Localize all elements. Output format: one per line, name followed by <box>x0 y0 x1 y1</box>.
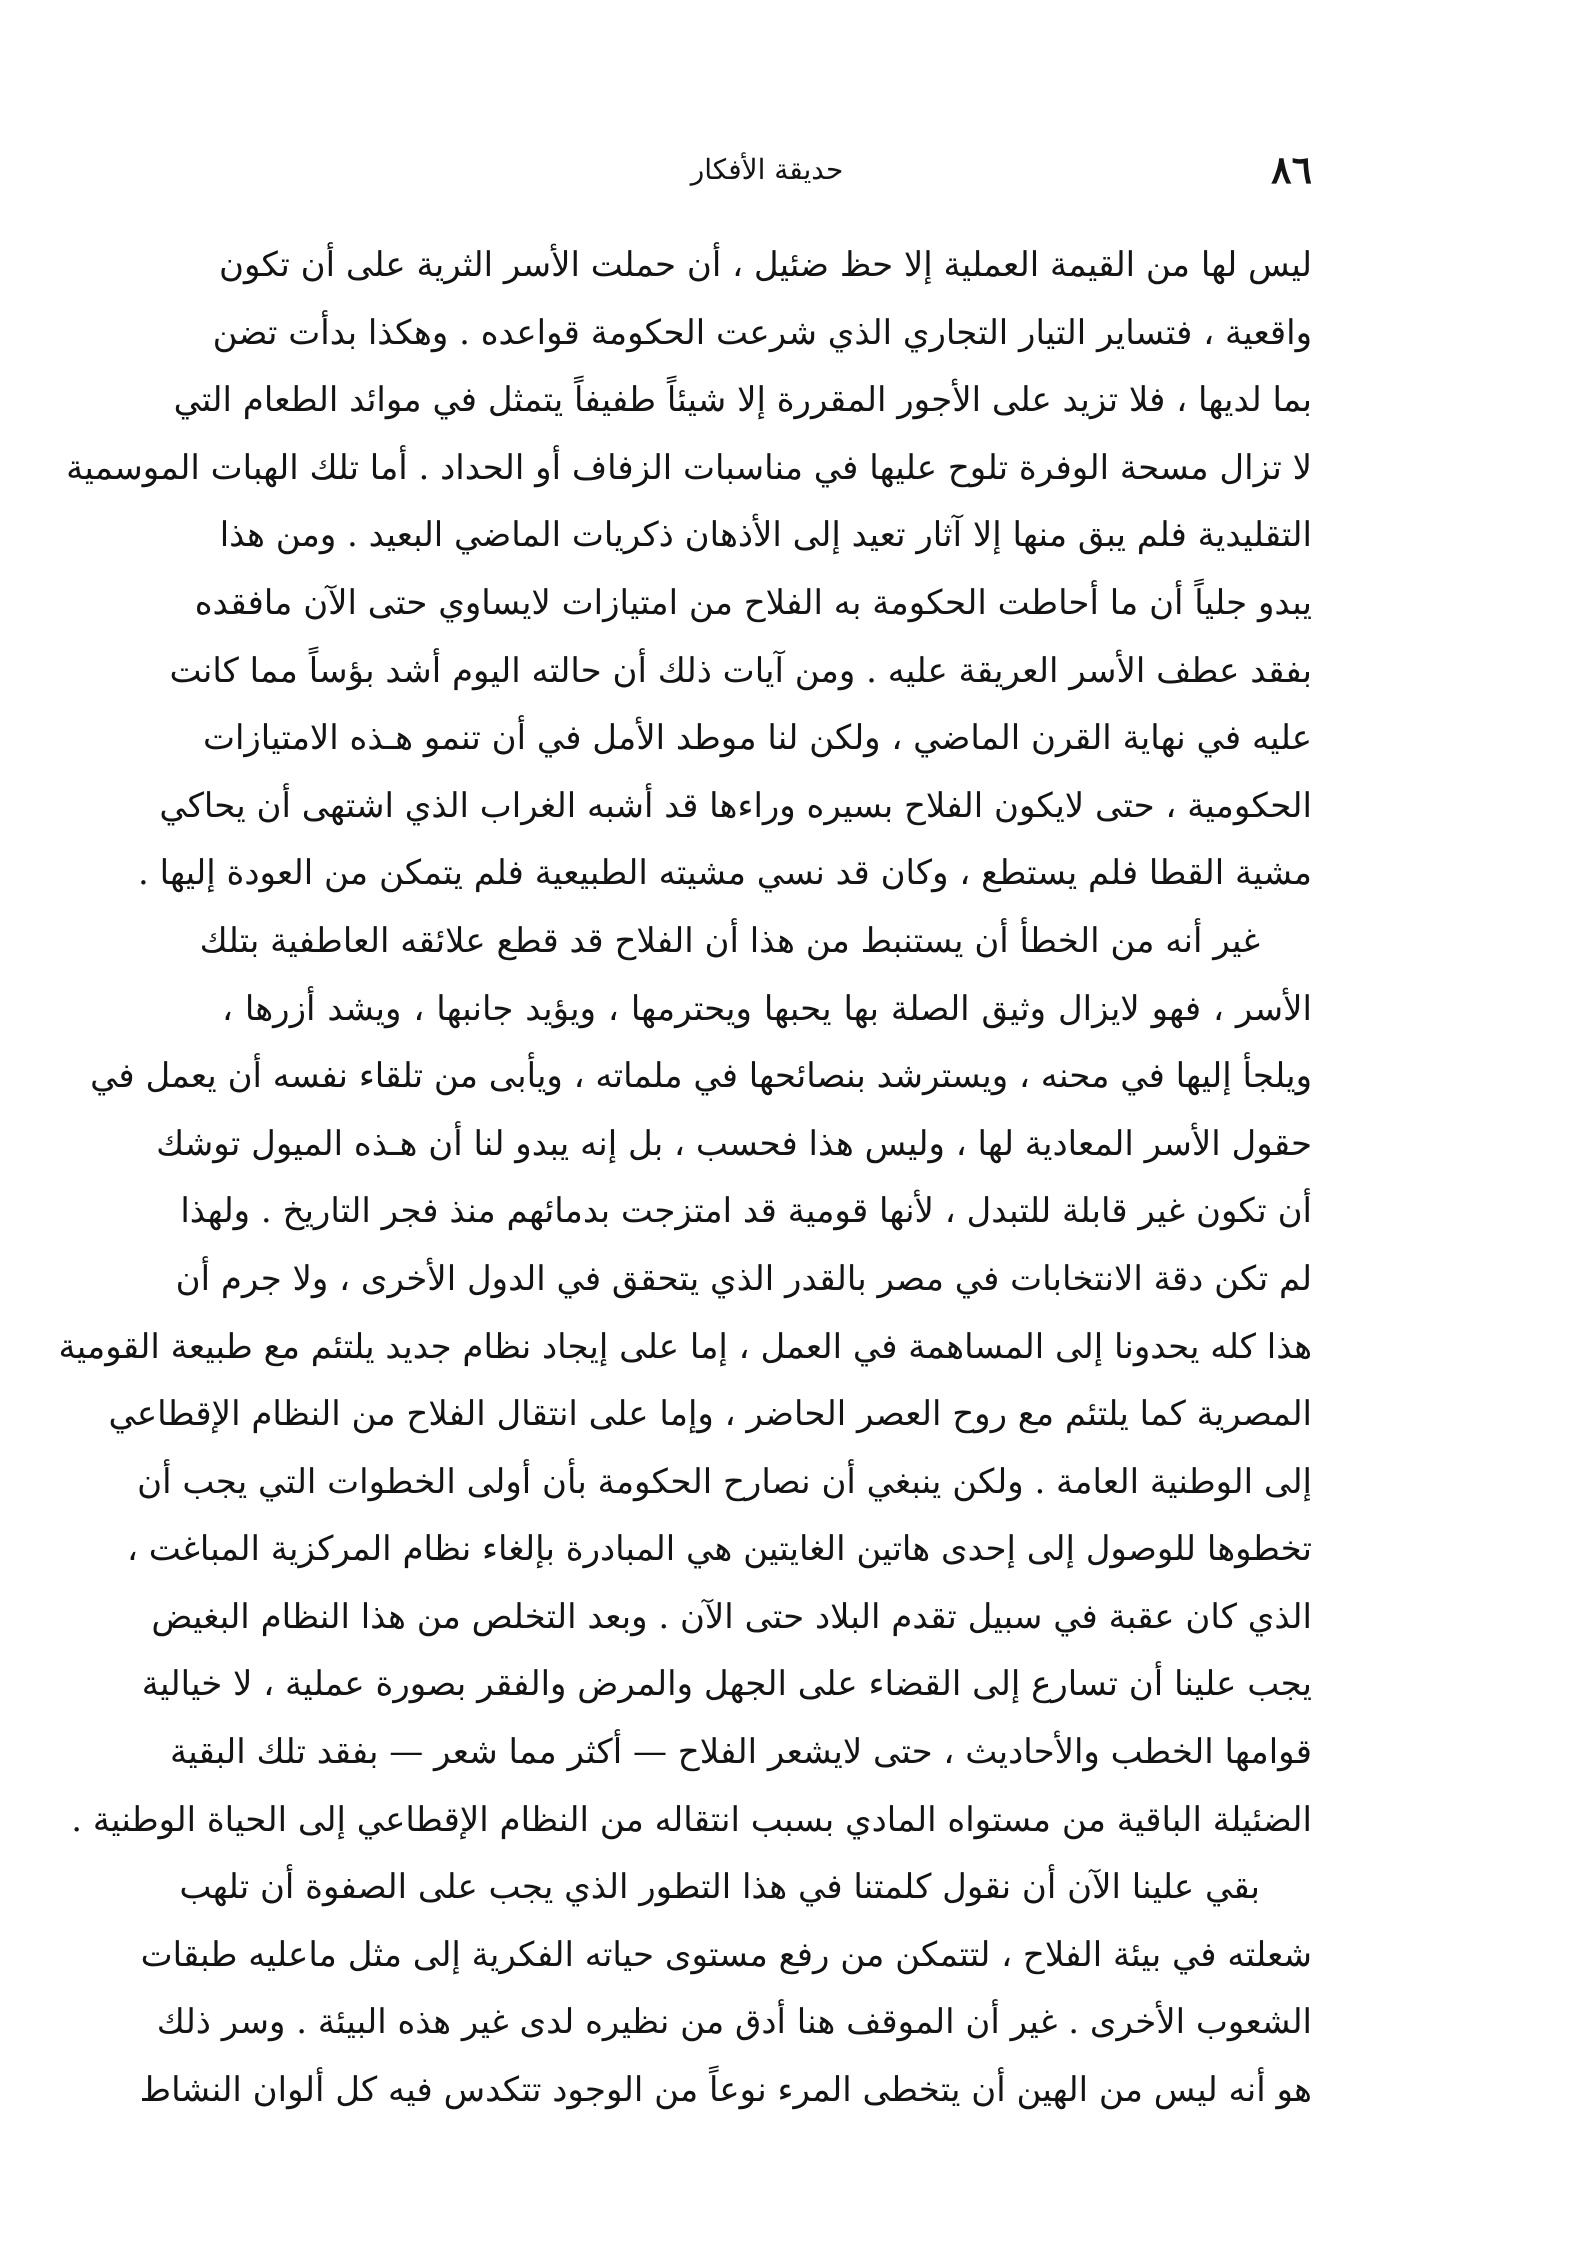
text-line: عليه في نهاية القرن الماضي ، ولكن لنا موطد الأمل في أن تنمو هـذه الامتيازات <box>202 718 1312 759</box>
text-line: مشية القطا فلم يستطع ، وكان قد نسي مشيته الطبيعية فلم يتمكن من العودة إليها . <box>137 853 1312 894</box>
text-line: لم تكن دقة الانتخابات في مصر بالقدر الذي يتحقق في الدول الأخرى ، ولا جرم أن <box>175 1258 1312 1299</box>
page-header <box>222 140 1312 200</box>
text-line: حقول الأسر المعادية لها ، وليس هذا فحسب ، بل إنه يبدو لنا أن هـذه الميول توشك <box>156 1123 1312 1164</box>
text-line: تخطوها للوصول إلى إحدى هاتين الغايتين هي المبادرة بإلغاء نظام المركزية المباغت ، <box>126 1529 1312 1570</box>
text-line: بقي علينا الآن أن نقول كلمتنا في هذا التطور الذي يجب على الصفوة أن تلهب <box>179 1867 1260 1908</box>
text-line: قوامها الخطب والأحاديث ، حتى لايشعر الفلاح — أكثر مما شعر — بفقد تلك البقية <box>169 1732 1312 1773</box>
paragraph-2 <box>58 908 1312 1854</box>
text-line: الذي كان عقبة في سبيل تقدم البلاد حتى الآن . وبعد التخلص من هذا النظام البغيض <box>151 1596 1312 1637</box>
running-title: حديقة الأفكار <box>690 153 844 186</box>
text-line: المصرية كما يلتئم مع روح العصر الحاضر ، وإما على انتقال الفلاح من النظام الإقطاعي <box>108 1394 1312 1435</box>
text-line: لا تزال مسحة الوفرة تلوح عليها في مناسبات الزفاف أو الحداد . أما تلك الهبات الموسمية <box>66 447 1312 488</box>
text-line: يبدو جلياً أن ما أحاطت الحكومة به الفلاح من امتيازات لايساوي حتى الآن مافقده <box>194 582 1312 623</box>
page-number: ٨٦ <box>1271 147 1312 192</box>
text-line: بفقد عطف الأسر العريقة عليه . ومن آيات ذلك أن حالته اليوم أشد بؤساً مما كانت <box>169 650 1312 691</box>
paragraph-3 <box>139 1854 1312 2124</box>
text-line: الحكومية ، حتى لايكون الفلاح بسيره وراءها قد أشبه الغراب الذي اشتهى أن يحاكي <box>159 785 1312 826</box>
text-line: أن تكون غير قابلة للتبدل ، لأنها قومية قد امتزجت بدمائهم منذ فجر التاريخ . ولهذا <box>180 1191 1312 1232</box>
text-line: إلى الوطنية العامة . ولكن ينبغي أن نصارح الحكومة بأن أولى الخطوات التي يجب أن <box>137 1461 1312 1502</box>
text-line: هو أنه ليس من الهين أن يتخطى المرء نوعاً من الوجود تتكدس فيه كل ألوان النشاط <box>139 2070 1312 2111</box>
text-line: الضئيلة الباقية من مستواه المادي بسبب انتقاله من النظام الإقطاعي إلى الحياة الوطنية . <box>71 1799 1312 1840</box>
text-line: الشعوب الأخرى . غير أن الموقف هنا أدق من نظيره لدى غير هذه البيئة . وسر ذلك <box>156 2002 1312 2043</box>
text-line: واقعية ، فتساير التيار التجاري الذي شرعت الحكومة قواعده . وهكذا بدأت تضن <box>212 312 1312 353</box>
text-line: شعلته في بيئة الفلاح ، لتتمكن من رفع مستوى حياته الفكرية إلى مثل ماعليه طبقات <box>140 1934 1312 1975</box>
text-line: هذا كله يحدونا إلى المساهمة في العمل ، إما على إيجاد نظام جديد يلتئم مع طبيعة القومية <box>58 1326 1312 1367</box>
text-line: بما لديها ، فلا تزيد على الأجور المقررة إلا شيئاً طفيفاً يتمثل في موائد الطعام التي <box>173 380 1312 421</box>
text-line: ليس لها من القيمة العملية إلا حظ ضئيل ، أن حملت الأسر الثرية على أن تكون <box>219 245 1312 285</box>
text-line: يجب علينا أن تسارع إلى القضاء على الجهل والمرض والفقر بصورة عملية ، لا خيالية <box>141 1664 1312 1705</box>
body-text <box>58 232 1312 2125</box>
text-line: الأسر ، فهو لايزال وثيق الصلة بها يحبها ويحترمها ، ويؤيد جانبها ، ويشد أزرها ، <box>222 988 1312 1029</box>
text-line: ويلجأ إليها في محنه ، ويسترشد بنصائحها في ملماته ، ويأبى من تلقاء نفسه أن يعمل في <box>90 1056 1312 1097</box>
paragraph-1 <box>66 232 1312 908</box>
text-line: غير أنه من الخطأ أن يستنبط من هذا أن الفلاح قد قطع علائقه العاطفية بتلك <box>199 920 1260 961</box>
text-line: التقليدية فلم يبق منها إلا آثار تعيد إلى الأذهان ذكريات الماضي البعيد . ومن هذا <box>219 515 1312 556</box>
